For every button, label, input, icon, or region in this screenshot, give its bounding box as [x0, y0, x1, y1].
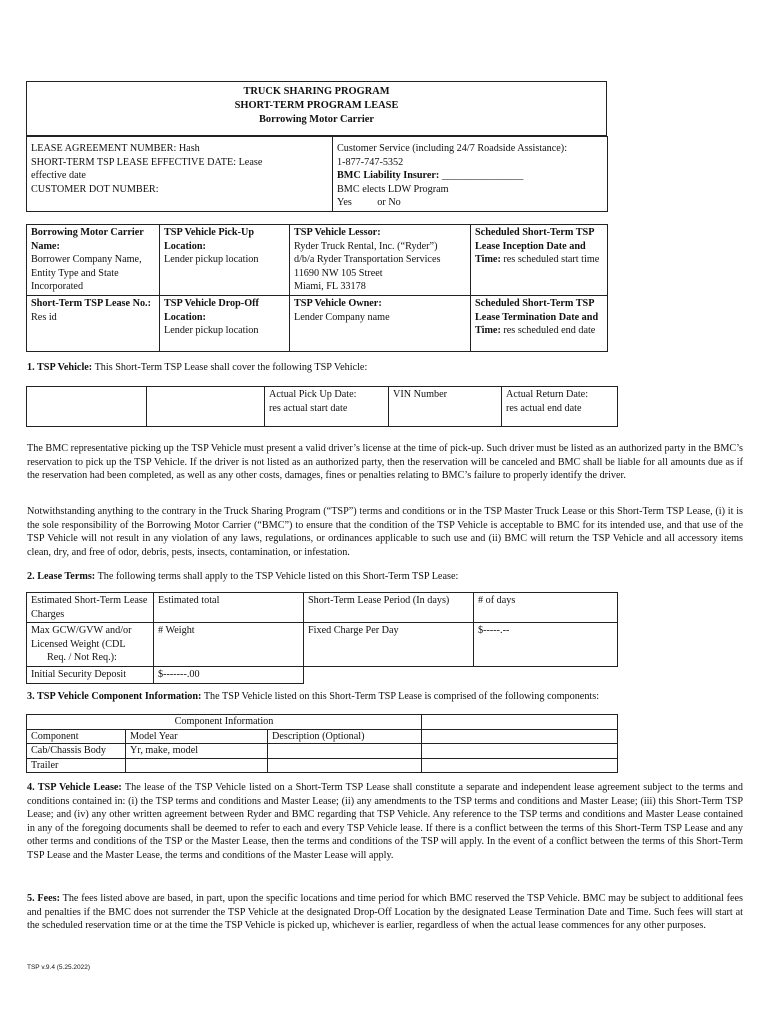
vehicle-table	[26, 386, 618, 427]
lease-info-table	[26, 136, 608, 212]
termination-value: res scheduled end date	[503, 325, 596, 337]
actual-return-label: Actual Return Date:	[506, 389, 589, 400]
pickup-location-label: TSP Vehicle Pick-Up Location:	[164, 227, 254, 252]
pickup-location-cell	[160, 225, 290, 296]
vehicle-cell-1[interactable]	[27, 387, 147, 427]
section2-heading	[27, 570, 743, 584]
effective-date-line1: SHORT-TERM TSP LEASE EFFECTIVE DATE: Lease	[31, 156, 263, 168]
header-line-2: SHORT-TERM PROGRAM LEASE	[234, 100, 399, 111]
est-total-value: Estimated total	[154, 593, 304, 623]
bmc-name-label: Borrowing Motor Carrier Name:	[31, 227, 144, 252]
owner-label: TSP Vehicle Owner:	[294, 297, 382, 309]
vin-cell	[389, 387, 502, 427]
effective-date-line2: effective date	[31, 170, 86, 182]
lessor-line1: Ryder Truck Rental, Inc. (“Ryder”)	[294, 240, 438, 252]
section3-title: 3. TSP Vehicle Component Information:	[27, 691, 202, 702]
ldw-yes[interactable]: Yes	[337, 197, 352, 209]
section4-text: The lease of the TSP Vehicle listed on a Short-Term TSP Lease shall constitute a separate and independent lease agreement subject to the terms and conditions contained in: (i) the TSP terms and conditions and Master Lease; (ii) any amendments to the TSP terms and conditions and Master Lease; (iii) this Short-Term TSP Lease; and (iv) any other written agreement between Ryder and BMC regarding that TSP Vehicle. Any reference to the TSP terms and conditions and Master Lease contained in any of the foregoing documents shall be deemed to refer to each and every TSP Vehicle lease. If there is a conflict between the terms of this Short-Term TSP Lease and any other terms and conditions of the TSP or the Master Lease, then the terms and conditions of the TSP will apply. In the event of a conflict between the terms of this Short-Term TSP Lease and the Master Lease, the terms and conditions of the Master Lease will apply.	[27, 782, 743, 861]
lessor-line3: 11690 NW 105 Street	[294, 267, 383, 279]
bmc-name-value: Borrower Company Name, Entity Type and State Incorporated	[31, 254, 142, 293]
empty-cell	[304, 666, 474, 683]
description-col-header: Description (Optional)	[268, 729, 422, 744]
section5-paragraph	[27, 892, 743, 933]
fixed-charge-label: Fixed Charge Per Day	[304, 623, 474, 667]
est-charges-label: Estimated Short-Term Lease Charges	[27, 593, 154, 623]
bmc-name-cell	[27, 225, 160, 296]
lessor-line2: d/b/a Ryder Transportation Services	[294, 254, 441, 266]
weight-value: # Weight	[154, 623, 304, 667]
component-info-header: Component Information	[27, 715, 422, 730]
termination-label: Scheduled Short-Term TSP Lease Termination Date and Time:	[475, 297, 599, 337]
driver-license-paragraph: The BMC representative picking up the TSP Vehicle must present a valid driver’s license at the time of pick-up. Such driver must be listed as an authorized party in the BMC’s reservation to pick up the TSP Vehicle. If the driver is not listed as an authorized party, then the reservation will be canceled and BMC shall be liable for all amounts due as if the reservation had been completed, as well as any other costs, damages, fines or penalties relating to BMC’s failure to properly identify the driver.	[27, 443, 743, 482]
lessor-line4: Miami, FL 33178	[294, 281, 366, 293]
component-empty-cell	[422, 729, 618, 744]
section2-text: The following terms shall apply to the TSP Vehicle listed on this Short-Term TSP Lease:	[97, 571, 459, 582]
actual-return-cell	[502, 387, 618, 427]
ldw-options	[337, 196, 603, 210]
max-weight-label: Max GCW/GVW and/or Licensed Weight (CDL	[31, 625, 132, 650]
inception-value: res scheduled start time	[503, 254, 600, 266]
customer-service-phone: 1-877-747-5352	[337, 156, 404, 168]
insurer-line	[337, 169, 603, 183]
section3-text: The TSP Vehicle listed on this Short-Term TSP Lease is comprised of the following components:	[203, 691, 600, 702]
model-year-col-header: Model Year	[126, 729, 268, 744]
vin-label: VIN Number	[393, 389, 448, 400]
termination-cell	[471, 295, 608, 351]
cab-chassis-description[interactable]	[268, 744, 422, 759]
vehicle-cell-2[interactable]	[147, 387, 265, 427]
fixed-charge-value: $-----.--	[474, 623, 618, 667]
actual-pickup-value: res actual start date	[269, 402, 348, 414]
trailer-description[interactable]	[268, 758, 422, 773]
lease-info-left	[27, 137, 333, 212]
ldw-no[interactable]: or No	[377, 197, 401, 209]
max-weight-cell	[27, 623, 154, 667]
section4-title: 4. TSP Vehicle Lease:	[27, 782, 122, 793]
cdl-options: Req. / Not Req.):	[47, 652, 117, 664]
cab-chassis-label: Cab/Chassis Body	[27, 744, 126, 759]
section3-heading	[27, 690, 743, 704]
component-col-header: Component	[27, 729, 126, 744]
empty-cell	[474, 666, 618, 683]
version-footer: TSP v.9.4 (5.25.2022)	[27, 964, 90, 971]
pickup-location-value: Lender pickup location	[164, 254, 259, 266]
lessor-cell	[290, 225, 471, 296]
dropoff-location-label: TSP Vehicle Drop-Off Location:	[164, 297, 259, 323]
insurer-label: BMC Liability Insurer:	[337, 170, 440, 182]
component-header-empty	[422, 715, 618, 730]
lease-no-label: Short-Term TSP Lease No.:	[31, 297, 151, 309]
lease-terms-table	[26, 592, 618, 684]
ldw-line: BMC elects LDW Program	[337, 183, 449, 195]
lease-no-value: Res id	[31, 311, 57, 323]
lease-period-label: Short-Term Lease Period (In days)	[304, 593, 474, 623]
header-line-3: Borrowing Motor Carrier	[258, 114, 375, 125]
inception-cell	[471, 225, 608, 296]
lease-number: LEASE AGREEMENT NUMBER: Hash	[31, 143, 200, 154]
days-value: # of days	[474, 593, 618, 623]
lease-info-right	[333, 137, 608, 212]
cab-chassis-model: Yr, make, model	[126, 744, 268, 759]
header-line-1: TRUCK SHARING PROGRAM	[243, 86, 390, 97]
dropoff-location-value: Lender pickup location	[164, 325, 259, 337]
customer-service-label: Customer Service (including 24/7 Roadside Assistance):	[337, 143, 568, 154]
owner-cell	[290, 295, 471, 351]
actual-pickup-label: Actual Pick Up Date:	[269, 389, 357, 400]
trailer-label: Trailer	[27, 758, 126, 773]
inception-label: Scheduled Short-Term TSP Lease Inception Date and Time:	[475, 227, 594, 266]
section4-paragraph	[27, 781, 743, 863]
parties-table	[26, 224, 608, 352]
trailer-model[interactable]	[126, 758, 268, 773]
condition-paragraph: Notwithstanding anything to the contrary in the Truck Sharing Program (“TSP”) terms and conditions or in the TSP Master Truck Lease or this Short-Term TSP Lease, (i) it is the sole responsibility of the Borrowing Motor Carrier (“BMC”) to ensure that the condition of the TSP Vehicle is acceptable to BMC for its intended use, and that use of the TSP Vehicle will not result in any violation of any laws, regulations, or ordinances applicable to such use and (ii) BMC will return the TSP Vehicle and all accessory items clean, dry, and free of odor, debris, pests, insects, contamination, or infestation.	[27, 506, 743, 558]
deposit-label: Initial Security Deposit	[27, 666, 154, 683]
dropoff-location-cell	[160, 295, 290, 351]
component-table	[26, 714, 618, 773]
document-header	[26, 81, 607, 136]
component-empty-cell	[422, 744, 618, 759]
owner-value: Lender Company name	[294, 311, 390, 323]
actual-return-value: res actual end date	[506, 402, 582, 414]
actual-pickup-cell	[265, 387, 389, 427]
lessor-label: TSP Vehicle Lessor:	[294, 227, 381, 238]
section1-heading	[27, 361, 743, 375]
section1-title: 1. TSP Vehicle:	[27, 362, 93, 373]
section1-text: This Short-Term TSP Lease shall cover the following TSP Vehicle:	[94, 362, 368, 373]
customer-dot: CUSTOMER DOT NUMBER:	[31, 183, 159, 195]
component-empty-cell	[422, 758, 618, 773]
lease-no-cell	[27, 295, 160, 351]
insurer-blank[interactable]: ________________	[441, 170, 524, 182]
deposit-value: $-------.00	[154, 666, 304, 683]
section5-text: The fees listed above are based, in part, upon the specific locations and time period for which BMC reserved the TSP Vehicle. BMC may be subject to additional fees and penalties if the BMC does not surrender the TSP Vehicle at the designated Drop-Off Location by the designated Lease Termination Date and Time. Such fees will start at the scheduled reservation time or at the time the TSP Vehicle is picked up, whichever is earlier, regardless of when the actual lease commences for any other purposes.	[27, 893, 743, 932]
section5-title: 5. Fees:	[27, 893, 61, 904]
section2-title: 2. Lease Terms:	[27, 571, 96, 582]
